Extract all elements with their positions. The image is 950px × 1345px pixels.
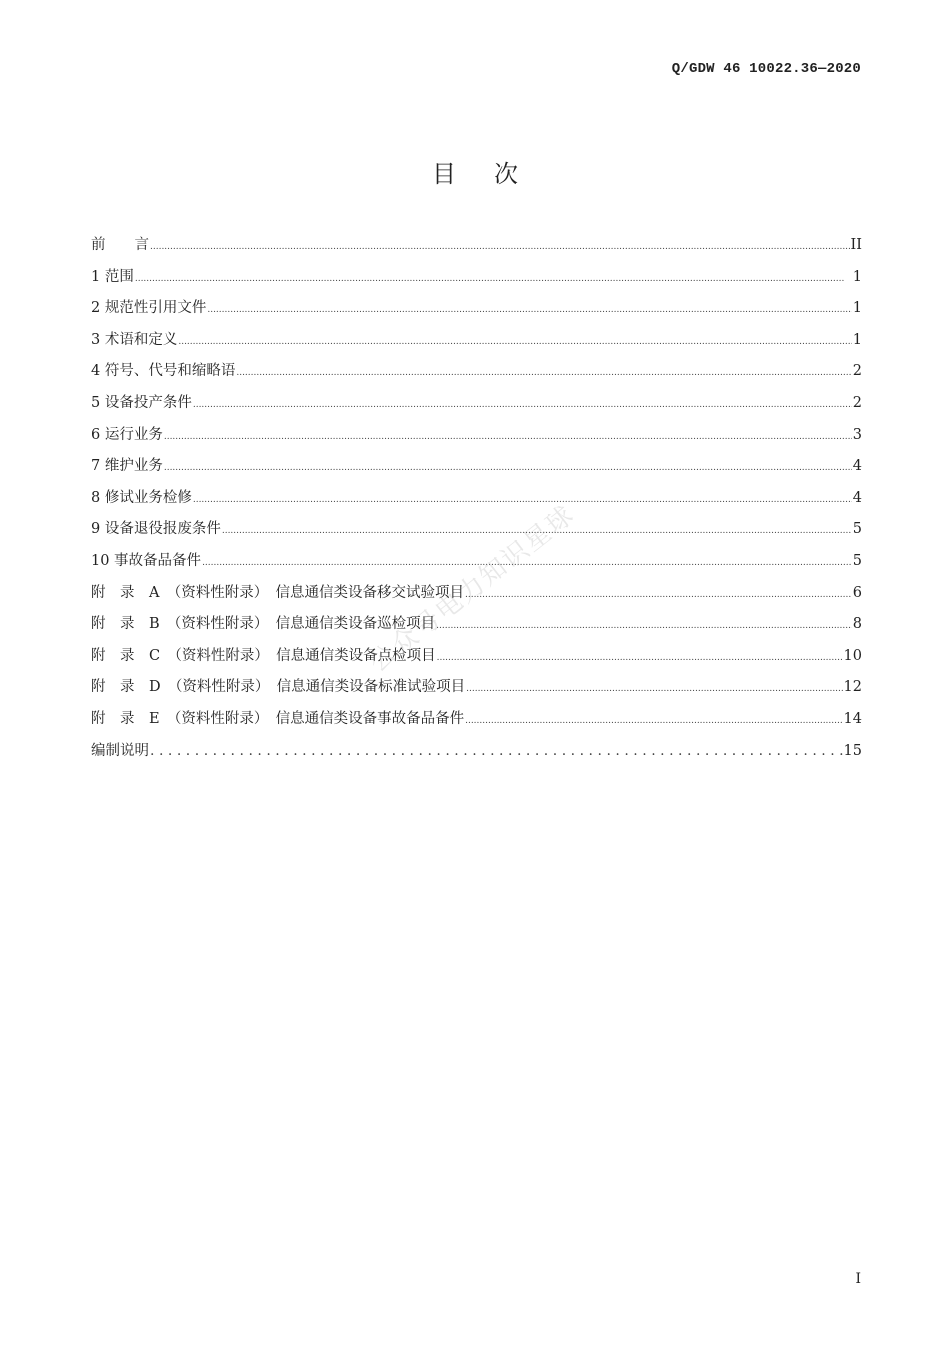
dot-leader (150, 242, 850, 252)
toc-entry-label: 4 符号、代号和缩略语 (91, 363, 236, 380)
toc-entry[interactable] (91, 644, 862, 676)
toc-entry-page: 1 (852, 331, 862, 348)
toc-entry-page: 12 (843, 679, 862, 696)
toc-entry[interactable] (91, 675, 862, 707)
toc-entry[interactable] (91, 423, 862, 455)
toc-entry-page: 5 (852, 521, 862, 538)
toc-entry-page: 2 (852, 394, 862, 411)
toc-entry[interactable] (91, 612, 862, 644)
toc-entry-label: 6 运行业务 (91, 426, 163, 443)
dot-leader (164, 463, 852, 473)
toc-entry-label: 附 录 E （资料性附录） 信息通信类设备事故备品备件 (91, 710, 465, 727)
toc-entry-label: 编制说明 (91, 742, 149, 759)
toc-entry-page: 2 (852, 363, 862, 380)
dot-leader (178, 337, 851, 347)
document-code: Q/GDW 46 10022.36—2020 (671, 61, 861, 77)
toc-entry-label: 7 维护业务 (91, 458, 163, 475)
toc-entry[interactable] (91, 707, 862, 739)
toc-entry[interactable] (91, 517, 862, 549)
toc-entry[interactable] (91, 486, 862, 518)
toc-entry-label: 3 术语和定义 (91, 331, 178, 348)
toc-entry-label: 1 范围 (91, 268, 134, 285)
toc-entry-page: 15 (843, 742, 862, 759)
toc-entry-page: II (850, 237, 862, 253)
toc-entry[interactable] (91, 359, 862, 391)
dot-leader (436, 621, 852, 631)
dot-leader (207, 305, 851, 315)
dot-leader (193, 495, 852, 505)
page-number: I (855, 1271, 861, 1287)
dot-leader (193, 400, 852, 410)
dot-leader (465, 590, 852, 600)
toc-entry-label: 8 修试业务检修 (91, 489, 192, 506)
toc-entry-page: 1 (852, 268, 862, 285)
dot-leader (437, 653, 843, 663)
toc-entry[interactable] (91, 296, 862, 328)
dot-leader (236, 368, 851, 378)
toc-entry-page: 1 (852, 300, 862, 317)
dot-leader (466, 684, 842, 694)
toc-entry-page: 8 (852, 616, 862, 633)
toc-entry-page: 3 (852, 426, 862, 443)
watermark: 公众号电力知识星球 (363, 499, 581, 679)
toc-entry-label: 9 设备退役报废条件 (91, 521, 221, 538)
toc-entry-page: 10 (843, 647, 862, 664)
dot-leader (135, 274, 852, 284)
toc-entry-page: 6 (852, 584, 862, 601)
toc-entry-page: 4 (852, 458, 862, 475)
toc-entry-page: 4 (852, 489, 862, 506)
toc-entry-label: 附 录 C （资料性附录） 信息通信类设备点检项目 (91, 647, 436, 664)
toc-entry-label: 附 录 B （资料性附录） 信息通信类设备巡检项目 (91, 616, 436, 633)
toc-entry[interactable] (91, 454, 862, 486)
toc-entry[interactable] (91, 265, 862, 297)
toc-entry[interactable] (91, 328, 862, 360)
toc-entry-page: 14 (843, 710, 862, 727)
page-title: 目次 (432, 160, 556, 188)
toc-entry-label: 10 事故备品备件 (91, 552, 202, 569)
dot-leader (465, 716, 842, 726)
toc-entry-label: 2 规范性引用文件 (91, 300, 207, 317)
toc-entry[interactable] (91, 391, 862, 423)
toc-entry-label: 附 录 D （资料性附录） 信息通信类设备标准试验项目 (91, 679, 466, 696)
dot-leader (164, 432, 852, 442)
toc-entry-label: 附 录 A （资料性附录） 信息通信类设备移交试验项目 (91, 584, 464, 601)
toc-entry-label: 5 设备投产条件 (91, 394, 192, 411)
toc-entry[interactable] (91, 233, 862, 265)
toc-entry-label: 前 言 (91, 237, 149, 253)
table-of-contents (91, 233, 862, 770)
toc-entry[interactable] (91, 739, 862, 771)
dot-leader (150, 743, 843, 759)
toc-entry-page: 5 (852, 552, 862, 569)
